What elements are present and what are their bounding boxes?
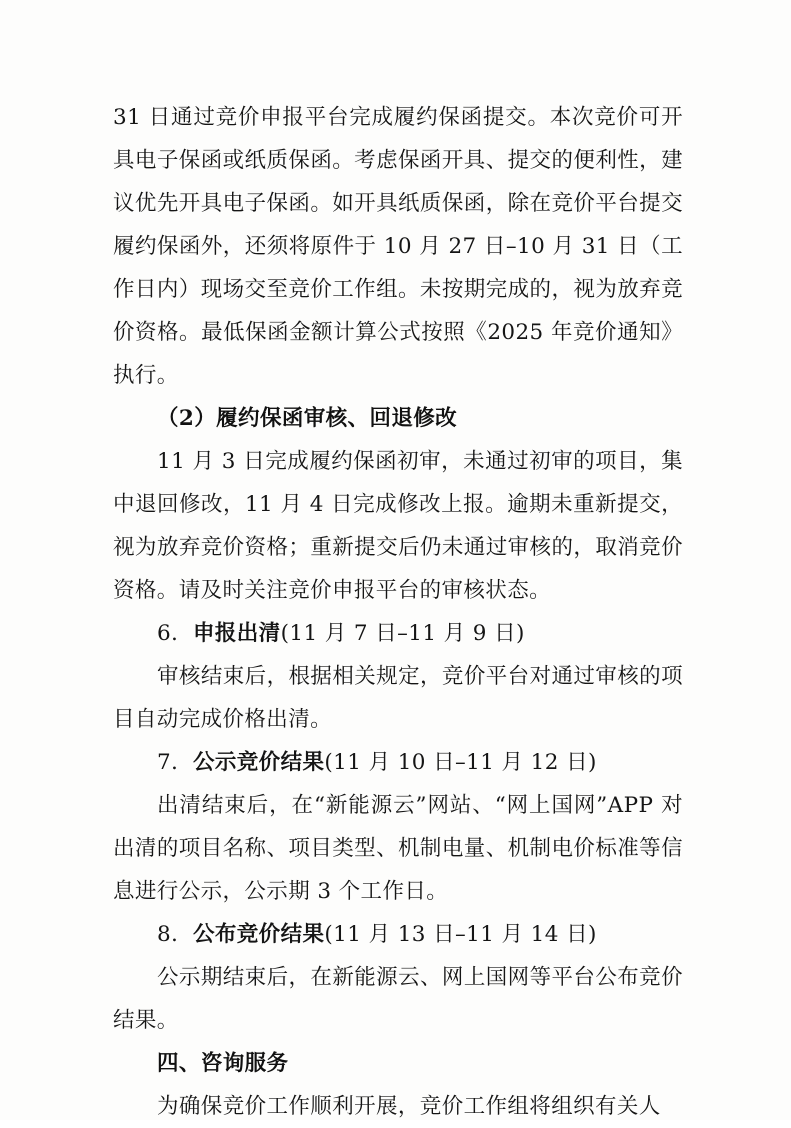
item-date-range-7: (11 月 10 日–11 月 12 日) [324, 750, 597, 775]
item-date-range-6: (11 月 7 日–11 月 9 日) [280, 621, 525, 646]
item-number-8: 8． [157, 922, 193, 947]
item-date-range-8: (11 月 13 日–11 月 14 日) [324, 922, 597, 947]
paragraph-item-8-detail: 公示期结束后，在新能源云、网上国网等平台公布竞价结果。 [113, 965, 683, 1033]
paragraph-item-6-detail: 审核结束后，根据相关规定，竞价平台对通过审核的项目自动完成价格出清。 [113, 664, 683, 732]
paragraph-continued: 31 日通过竞价申报平台完成履约保函提交。本次竞价可开具电子保函或纸质保函。考虑保函开具、提交的便利性，建议优先开具电子保函。如开具纸质保函，除在竞价平台提交履约保函外，还须将原件于 10 月 27 日–10 月 31 日（工作日内）现场交至竞价工作组。未按期完成的，视为放弃竞价资格。最低保函金额计算公式按照《2025 年竞价通知》执行。 [113, 105, 683, 388]
item-title-8: 公布竞价结果 [192, 922, 325, 947]
item-number-7: 7． [157, 750, 193, 775]
numbered-heading-7 [113, 741, 683, 784]
paragraph-item-7-detail: 出清结束后，在“新能源云”网站、“网上国网”APP 对出清的项目名称、项目类型、机制电量、机制电价标准等信息进行公示，公示期 3 个工作日。 [113, 793, 683, 904]
section-heading-consulting-service: 四、咨询服务 [157, 1051, 289, 1076]
paragraph-baohan-review-detail: 11 月 3 日完成履约保函初审，未通过初审的项目，集中退回修改，11 月 4 日完成修改上报。逾期未重新提交，视为放弃竞价资格；重新提交后仍未通过审核的，取消竞价资格。请及时关注竞价申报平台的审核状态。 [113, 449, 683, 603]
page-content [113, 96, 683, 1128]
item-title-7: 公示竞价结果 [192, 750, 325, 775]
numbered-heading-8 [113, 913, 683, 956]
item-title-6: 申报出清 [192, 621, 281, 646]
numbered-heading-6 [113, 612, 683, 655]
sub-heading-baohan-review: （2）履约保函审核、回退修改 [157, 406, 458, 431]
item-number-6: 6． [157, 621, 193, 646]
paragraph-consulting-service-detail: 为确保竞价工作顺利开展，竞价工作组将组织有关人 [157, 1094, 661, 1119]
